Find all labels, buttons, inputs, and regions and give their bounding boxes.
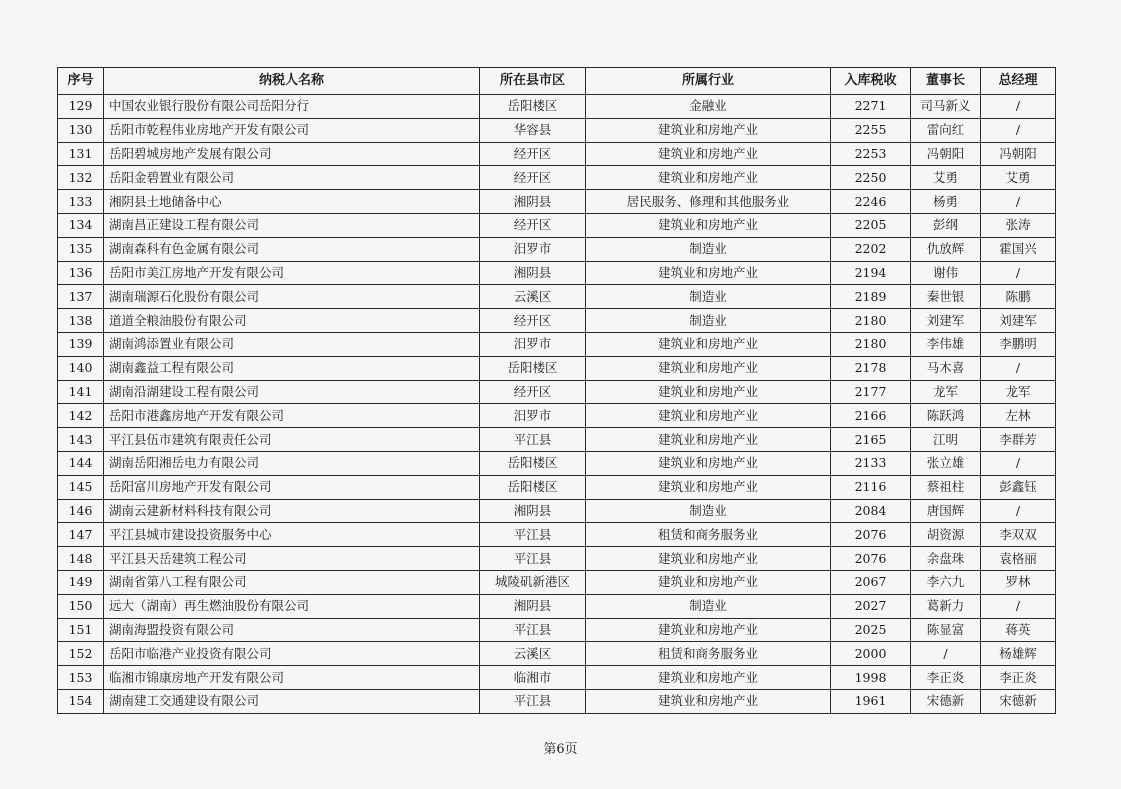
district-cell: 湘阴县 <box>480 594 586 618</box>
tax-amount-cell: 2116 <box>831 475 911 499</box>
district-cell: 岳阳楼区 <box>480 475 586 499</box>
taxpayer-name-cell: 道道全粮油股份有限公司 <box>104 309 480 333</box>
seq-cell: 149 <box>58 570 104 594</box>
chairman-cell: 龙军 <box>911 380 981 404</box>
general-manager-cell: / <box>981 118 1056 142</box>
col-tax-header: 入库税收 <box>831 68 911 95</box>
tax-amount-cell: 2027 <box>831 594 911 618</box>
taxpayer-name-cell: 岳阳市港鑫房地产开发有限公司 <box>104 404 480 428</box>
chairman-cell: 刘建军 <box>911 309 981 333</box>
tax-amount-cell: 2255 <box>831 118 911 142</box>
general-manager-cell: / <box>981 261 1056 285</box>
industry-cell: 建筑业和房地产业 <box>586 166 831 190</box>
header-row <box>58 68 1056 95</box>
industry-cell: 建筑业和房地产业 <box>586 261 831 285</box>
table-row <box>58 523 1056 547</box>
chairman-cell: 司马新义 <box>911 95 981 119</box>
industry-cell: 建筑业和房地产业 <box>586 547 831 571</box>
table-body <box>58 95 1056 714</box>
industry-cell: 建筑业和房地产业 <box>586 428 831 452</box>
seq-cell: 146 <box>58 499 104 523</box>
taxpayer-name-cell: 岳阳市美江房地产开发有限公司 <box>104 261 480 285</box>
taxpayer-name-cell: 岳阳富川房地产开发有限公司 <box>104 475 480 499</box>
taxpayer-name-cell: 湖南鑫益工程有限公司 <box>104 356 480 380</box>
district-cell: 湘阴县 <box>480 261 586 285</box>
taxpayer-name-cell: 岳阳金碧置业有限公司 <box>104 166 480 190</box>
tax-amount-cell: 2084 <box>831 499 911 523</box>
seq-cell: 138 <box>58 309 104 333</box>
tax-amount-cell: 2177 <box>831 380 911 404</box>
chairman-cell: 李六九 <box>911 570 981 594</box>
col-seq-header: 序号 <box>58 68 104 95</box>
industry-cell: 租赁和商务服务业 <box>586 523 831 547</box>
table-row <box>58 95 1056 119</box>
table-row <box>58 166 1056 190</box>
table-row <box>58 285 1056 309</box>
table-row <box>58 404 1056 428</box>
tax-amount-cell: 2253 <box>831 142 911 166</box>
taxpayer-name-cell: 远大（湖南）再生燃油股份有限公司 <box>104 594 480 618</box>
tax-amount-cell: 1998 <box>831 666 911 690</box>
table-row <box>58 547 1056 571</box>
general-manager-cell: 左林 <box>981 404 1056 428</box>
chairman-cell: 冯朝阳 <box>911 142 981 166</box>
industry-cell: 建筑业和房地产业 <box>586 213 831 237</box>
district-cell: 平江县 <box>480 689 586 713</box>
district-cell: 经开区 <box>480 213 586 237</box>
tax-amount-cell: 2250 <box>831 166 911 190</box>
seq-cell: 133 <box>58 190 104 214</box>
taxpayer-name-cell: 湖南昌正建设工程有限公司 <box>104 213 480 237</box>
general-manager-cell: / <box>981 499 1056 523</box>
district-cell: 汨罗市 <box>480 332 586 356</box>
taxpayer-name-cell: 湘阴县土地储备中心 <box>104 190 480 214</box>
district-cell: 平江县 <box>480 547 586 571</box>
tax-amount-cell: 2178 <box>831 356 911 380</box>
table-row <box>58 618 1056 642</box>
industry-cell: 建筑业和房地产业 <box>586 618 831 642</box>
industry-cell: 制造业 <box>586 499 831 523</box>
general-manager-cell: 李双双 <box>981 523 1056 547</box>
general-manager-cell: 龙军 <box>981 380 1056 404</box>
general-manager-cell: 张涛 <box>981 213 1056 237</box>
taxpayer-name-cell: 湖南瑞源石化股份有限公司 <box>104 285 480 309</box>
general-manager-cell: 陈鹏 <box>981 285 1056 309</box>
tax-amount-cell: 2180 <box>831 332 911 356</box>
table-row <box>58 237 1056 261</box>
district-cell: 岳阳楼区 <box>480 95 586 119</box>
chairman-cell: 陈跃鸿 <box>911 404 981 428</box>
col-manager-header: 总经理 <box>981 68 1056 95</box>
table-row <box>58 475 1056 499</box>
industry-cell: 建筑业和房地产业 <box>586 475 831 499</box>
seq-cell: 136 <box>58 261 104 285</box>
general-manager-cell: 艾勇 <box>981 166 1056 190</box>
seq-cell: 145 <box>58 475 104 499</box>
chairman-cell: 艾勇 <box>911 166 981 190</box>
taxpayer-name-cell: 平江县天岳建筑工程公司 <box>104 547 480 571</box>
chairman-cell: 谢伟 <box>911 261 981 285</box>
tax-amount-cell: 2202 <box>831 237 911 261</box>
taxpayer-table <box>57 67 1056 714</box>
seq-cell: 129 <box>58 95 104 119</box>
industry-cell: 租赁和商务服务业 <box>586 642 831 666</box>
seq-cell: 143 <box>58 428 104 452</box>
general-manager-cell: / <box>981 95 1056 119</box>
general-manager-cell: 罗林 <box>981 570 1056 594</box>
industry-cell: 建筑业和房地产业 <box>586 451 831 475</box>
tax-amount-cell: 1961 <box>831 689 911 713</box>
general-manager-cell: 刘建军 <box>981 309 1056 333</box>
taxpayer-name-cell: 湖南云建新材料科技有限公司 <box>104 499 480 523</box>
taxpayer-name-cell: 湖南建工交通建设有限公司 <box>104 689 480 713</box>
district-cell: 汨罗市 <box>480 237 586 261</box>
district-cell: 湘阴县 <box>480 499 586 523</box>
taxpayer-name-cell: 湖南森科有色金属有限公司 <box>104 237 480 261</box>
general-manager-cell: / <box>981 356 1056 380</box>
industry-cell: 建筑业和房地产业 <box>586 118 831 142</box>
col-chairman-header: 董事长 <box>911 68 981 95</box>
taxpayer-name-cell: 平江县伍市建筑有限责任公司 <box>104 428 480 452</box>
table-row <box>58 142 1056 166</box>
chairman-cell: 秦世银 <box>911 285 981 309</box>
table-row <box>58 190 1056 214</box>
taxpayer-name-cell: 岳阳市乾程伟业房地产开发有限公司 <box>104 118 480 142</box>
seq-cell: 135 <box>58 237 104 261</box>
table-row <box>58 213 1056 237</box>
tax-amount-cell: 2246 <box>831 190 911 214</box>
general-manager-cell: 蒋英 <box>981 618 1056 642</box>
industry-cell: 制造业 <box>586 309 831 333</box>
district-cell: 岳阳楼区 <box>480 451 586 475</box>
table-row <box>58 428 1056 452</box>
seq-cell: 131 <box>58 142 104 166</box>
chairman-cell: 彭纲 <box>911 213 981 237</box>
district-cell: 平江县 <box>480 618 586 642</box>
chairman-cell: 仇放辉 <box>911 237 981 261</box>
seq-cell: 142 <box>58 404 104 428</box>
seq-cell: 141 <box>58 380 104 404</box>
tax-amount-cell: 2133 <box>831 451 911 475</box>
general-manager-cell: 彭鑫钰 <box>981 475 1056 499</box>
chairman-cell: 江明 <box>911 428 981 452</box>
chairman-cell: 余盘珠 <box>911 547 981 571</box>
table-row <box>58 380 1056 404</box>
general-manager-cell: 李群芳 <box>981 428 1056 452</box>
taxpayer-name-cell: 临湘市锦康房地产开发有限公司 <box>104 666 480 690</box>
table-row <box>58 332 1056 356</box>
seq-cell: 134 <box>58 213 104 237</box>
chairman-cell: 宋德新 <box>911 689 981 713</box>
industry-cell: 建筑业和房地产业 <box>586 689 831 713</box>
chairman-cell: 李正炎 <box>911 666 981 690</box>
general-manager-cell: 李正炎 <box>981 666 1056 690</box>
tax-amount-cell: 2271 <box>831 95 911 119</box>
seq-cell: 132 <box>58 166 104 190</box>
general-manager-cell: / <box>981 451 1056 475</box>
district-cell: 城陵矶新港区 <box>480 570 586 594</box>
table-row <box>58 309 1056 333</box>
general-manager-cell: 杨雄辉 <box>981 642 1056 666</box>
tax-amount-cell: 2205 <box>831 213 911 237</box>
seq-cell: 148 <box>58 547 104 571</box>
general-manager-cell: 袁格丽 <box>981 547 1056 571</box>
chairman-cell: 张立雄 <box>911 451 981 475</box>
tax-amount-cell: 2076 <box>831 523 911 547</box>
industry-cell: 制造业 <box>586 285 831 309</box>
table-row <box>58 642 1056 666</box>
general-manager-cell: 宋德新 <box>981 689 1056 713</box>
chairman-cell: 杨勇 <box>911 190 981 214</box>
col-name-header: 纳税人名称 <box>104 68 480 95</box>
district-cell: 临湘市 <box>480 666 586 690</box>
table-row <box>58 118 1056 142</box>
chairman-cell: 马木喜 <box>911 356 981 380</box>
industry-cell: 居民服务、修理和其他服务业 <box>586 190 831 214</box>
table-row <box>58 451 1056 475</box>
chairman-cell: 雷向红 <box>911 118 981 142</box>
industry-cell: 建筑业和房地产业 <box>586 570 831 594</box>
table-row <box>58 666 1056 690</box>
seq-cell: 139 <box>58 332 104 356</box>
tax-amount-cell: 2000 <box>831 642 911 666</box>
district-cell: 平江县 <box>480 523 586 547</box>
taxpayer-name-cell: 中国农业银行股份有限公司岳阳分行 <box>104 95 480 119</box>
industry-cell: 制造业 <box>586 237 831 261</box>
chairman-cell: 李伟雄 <box>911 332 981 356</box>
seq-cell: 137 <box>58 285 104 309</box>
col-industry-header: 所属行业 <box>586 68 831 95</box>
industry-cell: 建筑业和房地产业 <box>586 666 831 690</box>
table-row <box>58 594 1056 618</box>
tax-amount-cell: 2194 <box>831 261 911 285</box>
general-manager-cell: / <box>981 594 1056 618</box>
industry-cell: 建筑业和房地产业 <box>586 356 831 380</box>
page-number: 第6页 <box>543 742 578 757</box>
industry-cell: 建筑业和房地产业 <box>586 404 831 428</box>
chairman-cell: 蔡祖柱 <box>911 475 981 499</box>
table-row <box>58 570 1056 594</box>
tax-amount-cell: 2076 <box>831 547 911 571</box>
chairman-cell: / <box>911 642 981 666</box>
table-row <box>58 356 1056 380</box>
chairman-cell: 葛新力 <box>911 594 981 618</box>
taxpayer-name-cell: 平江县城市建设投资服务中心 <box>104 523 480 547</box>
industry-cell: 建筑业和房地产业 <box>586 332 831 356</box>
seq-cell: 152 <box>58 642 104 666</box>
tax-amount-cell: 2189 <box>831 285 911 309</box>
industry-cell: 金融业 <box>586 95 831 119</box>
seq-cell: 140 <box>58 356 104 380</box>
table-row <box>58 261 1056 285</box>
seq-cell: 153 <box>58 666 104 690</box>
seq-cell: 154 <box>58 689 104 713</box>
industry-cell: 建筑业和房地产业 <box>586 380 831 404</box>
tax-amount-cell: 2180 <box>831 309 911 333</box>
tax-amount-cell: 2165 <box>831 428 911 452</box>
district-cell: 平江县 <box>480 428 586 452</box>
taxpayer-name-cell: 湖南岳阳湘岳电力有限公司 <box>104 451 480 475</box>
district-cell: 云溪区 <box>480 642 586 666</box>
industry-cell: 制造业 <box>586 594 831 618</box>
general-manager-cell: 霍国兴 <box>981 237 1056 261</box>
taxpayer-name-cell: 湖南海盟投资有限公司 <box>104 618 480 642</box>
district-cell: 云溪区 <box>480 285 586 309</box>
table-row <box>58 689 1056 713</box>
industry-cell: 建筑业和房地产业 <box>586 142 831 166</box>
chairman-cell: 唐国辉 <box>911 499 981 523</box>
district-cell: 华容县 <box>480 118 586 142</box>
seq-cell: 147 <box>58 523 104 547</box>
taxpayer-name-cell: 湖南沿湖建设工程有限公司 <box>104 380 480 404</box>
seq-cell: 144 <box>58 451 104 475</box>
taxpayer-name-cell: 湖南鸿添置业有限公司 <box>104 332 480 356</box>
district-cell: 汨罗市 <box>480 404 586 428</box>
general-manager-cell: 冯朝阳 <box>981 142 1056 166</box>
table-header <box>58 68 1056 95</box>
tax-amount-cell: 2067 <box>831 570 911 594</box>
seq-cell: 130 <box>58 118 104 142</box>
district-cell: 岳阳楼区 <box>480 356 586 380</box>
chairman-cell: 胡资源 <box>911 523 981 547</box>
district-cell: 经开区 <box>480 166 586 190</box>
taxpayer-name-cell: 岳阳市临港产业投资有限公司 <box>104 642 480 666</box>
chairman-cell: 陈显富 <box>911 618 981 642</box>
general-manager-cell: 李鹏明 <box>981 332 1056 356</box>
general-manager-cell: / <box>981 190 1056 214</box>
taxpayer-name-cell: 湖南省第八工程有限公司 <box>104 570 480 594</box>
table-row <box>58 499 1056 523</box>
tax-amount-cell: 2025 <box>831 618 911 642</box>
tax-amount-cell: 2166 <box>831 404 911 428</box>
taxpayer-name-cell: 岳阳碧城房地产发展有限公司 <box>104 142 480 166</box>
district-cell: 经开区 <box>480 142 586 166</box>
seq-cell: 151 <box>58 618 104 642</box>
district-cell: 经开区 <box>480 309 586 333</box>
district-cell: 湘阴县 <box>480 190 586 214</box>
district-cell: 经开区 <box>480 380 586 404</box>
col-district-header: 所在县市区 <box>480 68 586 95</box>
seq-cell: 150 <box>58 594 104 618</box>
